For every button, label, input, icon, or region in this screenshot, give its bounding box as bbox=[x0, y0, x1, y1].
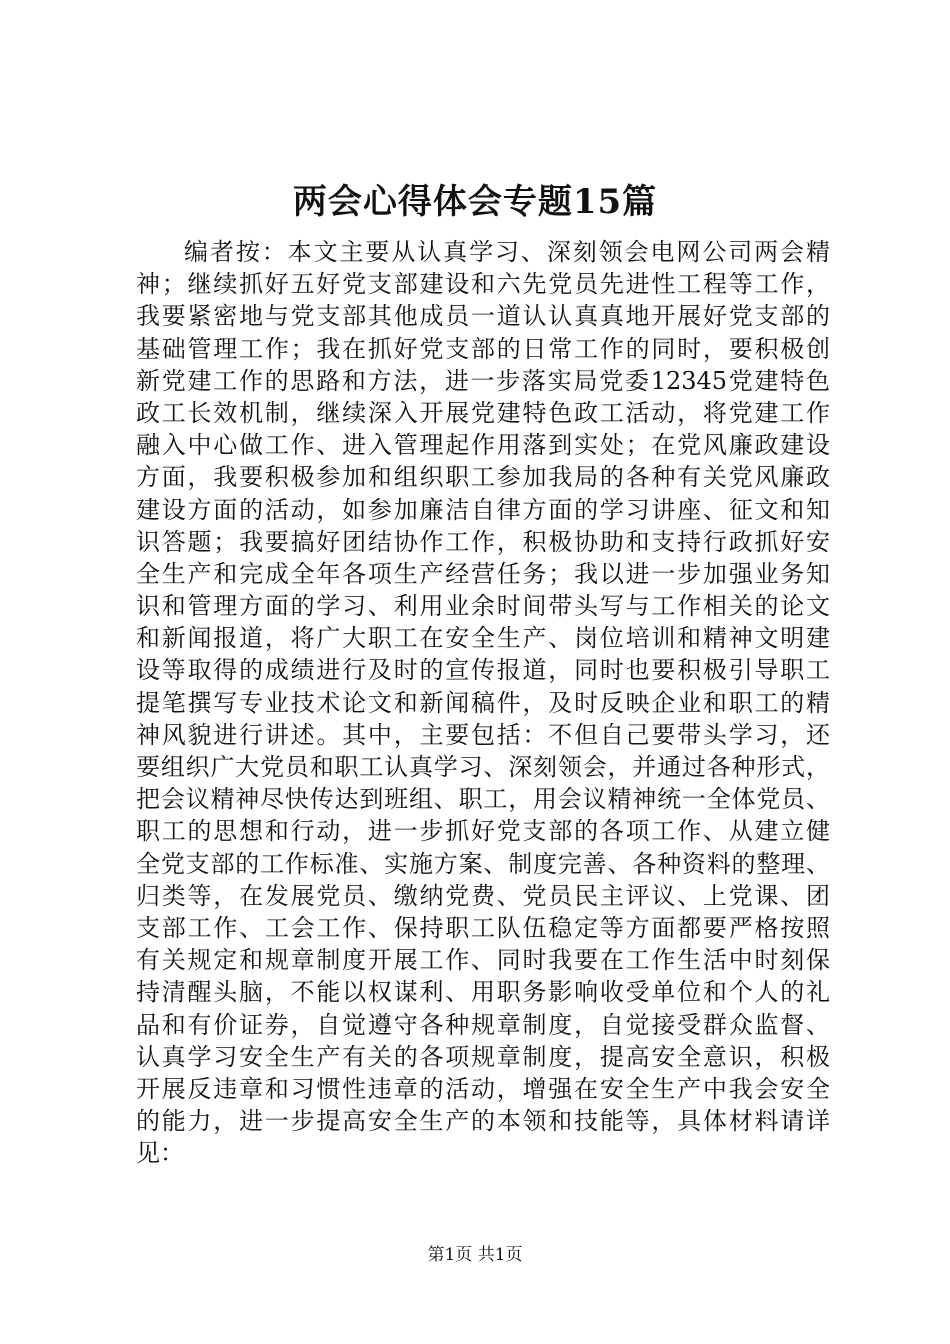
paragraph-line: 新党建工作的思路和方法，进一步落实局党委12345党建特色 bbox=[136, 366, 830, 395]
paragraph-line: 设等取得的成绩进行及时的宣传报道，同时也要积极引导职工 bbox=[136, 656, 830, 685]
paragraph-line: 把会议精神尽快传达到班组、职工，用会议精神统一全体党员、 bbox=[136, 785, 830, 814]
paragraph-line: 方面，我要积极参加和组织职工参加我局的各种有关党风廉政 bbox=[136, 463, 830, 492]
paragraph-line: 识答题；我要搞好团结协作工作，积极协助和支持行政抓好安 bbox=[136, 527, 830, 556]
paragraph-line: 融入中心做工作、进入管理起作用落到实处；在党风廉政建设 bbox=[136, 431, 830, 460]
paragraph-line: 神；继续抓好五好党支部建设和六先党员先进性工程等工作， bbox=[136, 270, 830, 299]
paragraph-line: 和新闻报道，将广大职工在安全生产、岗位培训和精神文明建 bbox=[136, 624, 830, 653]
paragraph-line: 全生产和完成全年各项生产经营任务；我以进一步加强业务知 bbox=[136, 559, 830, 588]
paragraph-line: 认真学习安全生产有关的各项规章制度，提高安全意识，积极 bbox=[136, 1042, 830, 1071]
paragraph-line: 归类等，在发展党员、缴纳党费、党员民主评议、上党课、团 bbox=[136, 881, 830, 910]
paragraph-line: 神风貌进行讲述。其中，主要包括：不但自己要带头学习，还 bbox=[136, 720, 830, 749]
paragraph-line: 编者按：本文主要从认真学习、深刻领会电网公司两会精 bbox=[184, 238, 830, 266]
paragraph-line: 的能力，进一步提高安全生产的本领和技能等，具体材料请详 bbox=[136, 1107, 830, 1136]
paragraph-line: 持清醒头脑，不能以权谋利、用职务影响收受单位和个人的礼 bbox=[136, 978, 830, 1007]
paragraph-line: 全党支部的工作标准、实施方案、制度完善、各种资料的整理、 bbox=[136, 849, 830, 878]
paragraph-line: 支部工作、工会工作、保持职工队伍稳定等方面都要严格按照 bbox=[136, 913, 830, 942]
paragraph-line: 见： bbox=[136, 1139, 184, 1168]
paragraph-line: 开展反违章和习惯性违章的活动，增强在安全生产中我会安全 bbox=[136, 1074, 830, 1103]
paragraph-line: 有关规定和规章制度开展工作、同时我要在工作生活中时刻保 bbox=[136, 946, 830, 975]
paragraph-line: 品和有价证券，自觉遵守各种规章制度，自觉接受群众监督、 bbox=[136, 1010, 830, 1039]
paragraph-line: 要组织广大党员和职工认真学习、深刻领会，并通过各种形式， bbox=[136, 753, 830, 781]
document-title: 两会心得体会专题15篇 bbox=[292, 182, 658, 222]
paragraph-line: 识和管理方面的学习、利用业余时间带头写与工作相关的论文 bbox=[136, 592, 830, 621]
paragraph-line: 基础管理工作；我在抓好党支部的日常工作的同时，要积极创 bbox=[136, 334, 830, 363]
page-footer: 第1页 共1页 bbox=[427, 1245, 523, 1265]
paragraph-line: 我要紧密地与党支部其他成员一道认认真真地开展好党支部的 bbox=[136, 302, 830, 331]
body-paragraph bbox=[136, 236, 830, 1169]
paragraph-line: 提笔撰写专业技术论文和新闻稿件，及时反映企业和职工的精 bbox=[136, 688, 830, 717]
paragraph-line: 政工长效机制，继续深入开展党建特色政工活动，将党建工作 bbox=[136, 398, 830, 427]
paragraph-line: 建设方面的活动，如参加廉洁自律方面的学习讲座、征文和知 bbox=[136, 495, 830, 524]
paragraph-line: 职工的思想和行动，进一步抓好党支部的各项工作、从建立健 bbox=[136, 817, 830, 846]
